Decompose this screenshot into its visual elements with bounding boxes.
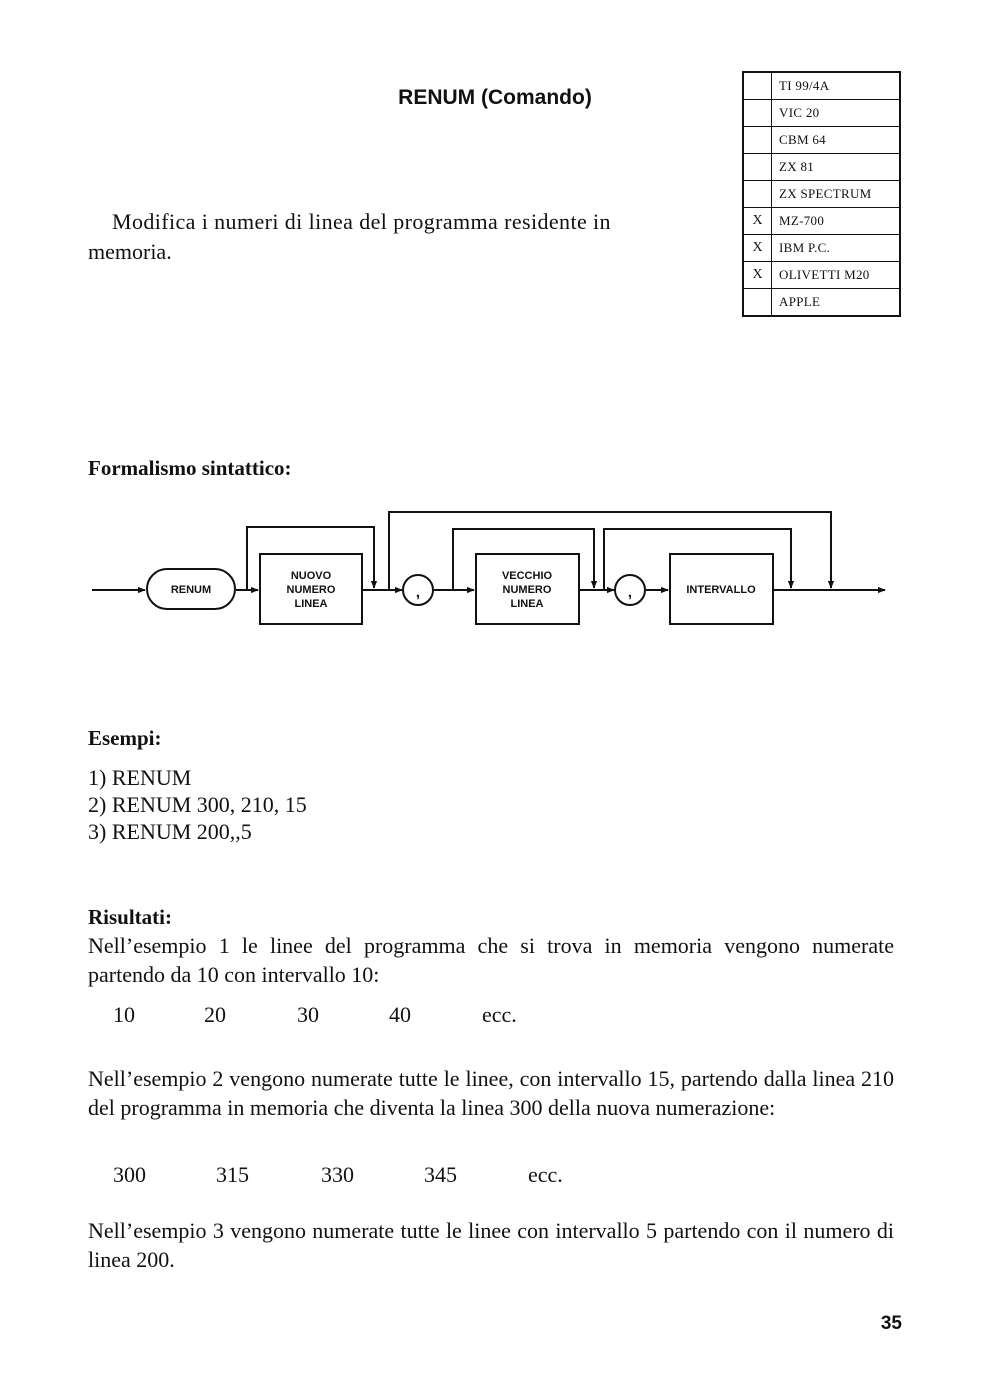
- intro-line-2: memoria.: [88, 239, 172, 264]
- sequence-value: ecc.: [482, 1002, 517, 1027]
- page-number: 35: [880, 1313, 902, 1334]
- result-paragraph-1: Nell’esempio 1 le linee del programma che si trova in memoria vengono numerate partendo da 10 con intervallo 10:: [88, 933, 894, 987]
- compat-name: APPLE: [772, 289, 901, 317]
- compat-name: TI 99/4A: [772, 72, 901, 100]
- syntax-heading: Formalismo sintattico:: [88, 456, 292, 480]
- compat-mark: X: [743, 235, 772, 262]
- sequence-value: 10: [113, 1002, 135, 1027]
- vecchio-label-3: LINEA: [510, 598, 544, 610]
- page-title: RENUM (Comando): [398, 86, 592, 109]
- compat-mark: X: [743, 262, 772, 289]
- example-item: 1) RENUM: [88, 765, 192, 790]
- examples-list: [88, 764, 307, 845]
- compat-name: IBM P.C.: [772, 235, 901, 262]
- vecchio-label-2: NUMERO: [502, 584, 552, 596]
- comma-label-2: ,: [627, 584, 633, 601]
- nuovo-label-2: NUMERO: [286, 584, 336, 596]
- compat-name: ZX SPECTRUM: [772, 181, 901, 208]
- intro-line-1: Modifica i numeri di linea del programma residente in: [112, 209, 611, 234]
- compat-mark: X: [743, 208, 772, 235]
- result-paragraph-3: Nell’esempio 3 vengono numerate tutte le linee con intervallo 5 partendo con il numero di linea 200.: [88, 1218, 894, 1272]
- vecchio-label-1: VECCHIO: [501, 570, 553, 582]
- compat-name: VIC 20: [772, 100, 901, 127]
- sequence-value: 345: [424, 1162, 457, 1187]
- sequence-value: 30: [297, 1002, 319, 1027]
- compat-name: ZX 81: [772, 154, 901, 181]
- example-item: 3) RENUM 200,,5: [88, 819, 252, 844]
- nuovo-label-1: NUOVO: [290, 570, 332, 582]
- sequence-value: 40: [389, 1002, 411, 1027]
- sequence-value: 315: [216, 1162, 249, 1187]
- sequence-value: 20: [204, 1002, 226, 1027]
- comma-label-1: ,: [415, 584, 421, 601]
- example-item: 2) RENUM 300, 210, 15: [88, 792, 307, 817]
- sequence-value: 300: [113, 1162, 146, 1187]
- compat-name: CBM 64: [772, 127, 901, 154]
- sequence-value: ecc.: [528, 1162, 563, 1187]
- renum-label: RENUM: [170, 584, 212, 596]
- compat-name: OLIVETTI M20: [772, 262, 901, 289]
- compat-name: MZ-700: [772, 208, 901, 235]
- sequence-value: 330: [321, 1162, 354, 1187]
- intervallo-label: INTERVALLO: [686, 584, 756, 596]
- examples-heading: Esempi:: [88, 726, 162, 750]
- nuovo-label-3: LINEA: [294, 598, 328, 610]
- result-paragraph-2: Nell’esempio 2 vengono numerate tutte le linee, con intervallo 15, partendo dalla linea 210 del programma in memoria che diventa la linea 300 della nuova numerazione:: [88, 1066, 894, 1120]
- results-heading: Risultati:: [88, 905, 172, 929]
